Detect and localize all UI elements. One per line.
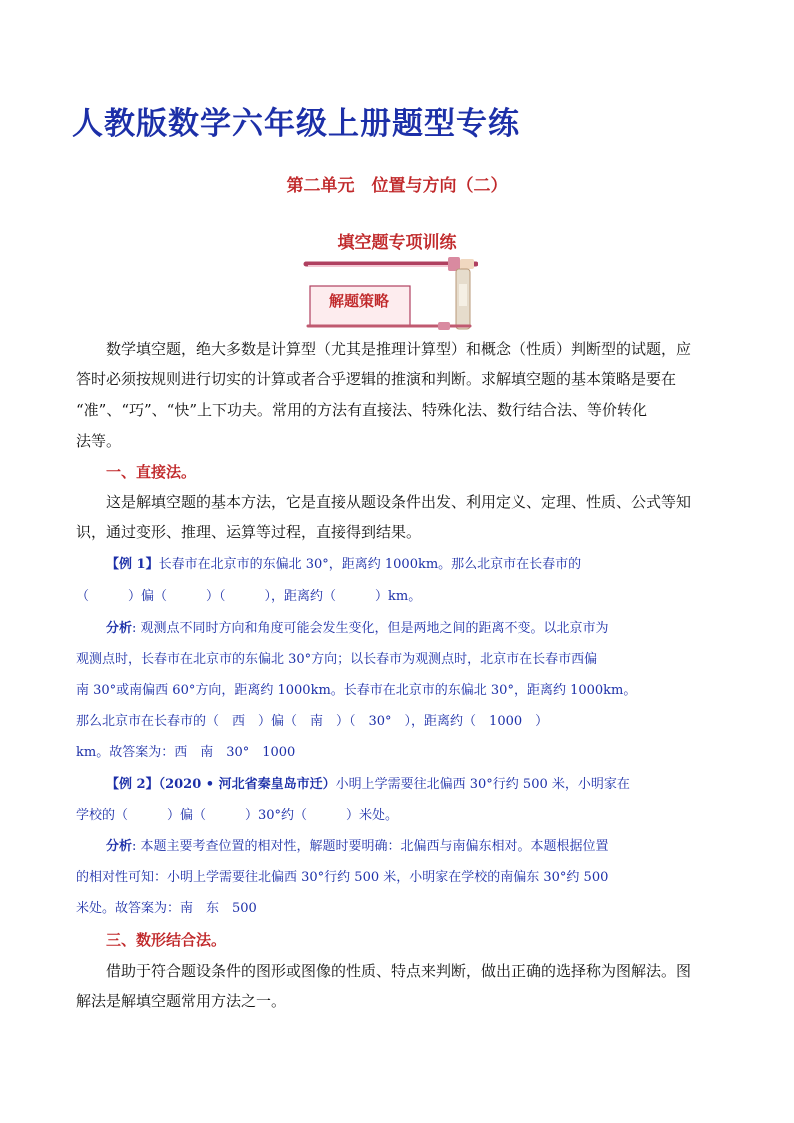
example-1-tag: 【例 1】: [106, 557, 159, 572]
example-1-question-line-2: （ ）偏（ ）（ ），距离约（ ）km。: [76, 589, 422, 604]
method-1-line-2: 识，通过变形、推理、运算等过程，直接得到结果。: [76, 523, 422, 541]
example-2-tag: 【例 2】: [106, 777, 159, 792]
intro-line-4: 法等。: [76, 432, 122, 450]
example-2-analysis-line-1: [106, 831, 766, 862]
example-1-analysis-line-4: 那么北京市在长春市的（ 西 ）偏（ 南 ）（ 30° ），距离约（ 1000 ）: [76, 714, 549, 729]
example-2-analysis-line-2: 的相对性可知：小明上学需要往北偏西 30°行约 500 米，小明家在学校的南偏东 30°约 500: [76, 870, 609, 885]
example-2-analysis-text: : 本题主要考查位置的相对性，解题时要明确：北偏西与南偏东相对。本题根据位置: [132, 839, 609, 854]
example-1-analysis-line-1: [106, 613, 766, 644]
intro-line-2: 答时必须按规则进行切实的计算或者合乎逻辑的推演和判断。求解填空题的基本策略是要在: [76, 370, 677, 388]
method-3-heading: 三、数形结合法。: [106, 931, 227, 949]
example-1-question-line-1: [106, 549, 766, 580]
method-1-line-1: 这是解填空题的基本方法，它是直接从题设条件出发、利用定义、定理、性质、公式等知: [106, 493, 692, 511]
example-2-source: （2020 • 河北省秦皇岛市迁）: [158, 777, 336, 792]
example-1-analysis-line-3: 南 30°或南偏西 60°方向，距离约 1000km。长春市在北京市的东偏北 30°，距离约 1000km。: [76, 683, 637, 698]
banner-label: 解题策略: [328, 292, 389, 310]
example-2-question-text: 小明上学需要往北偏西 30°行约 500 米，小明家在: [335, 777, 630, 792]
unit-title: 第二单元 位置与方向（二）: [286, 176, 508, 196]
example-1-analysis-label: 分析: [106, 621, 133, 636]
example-2-analysis-label: 分析: [106, 839, 133, 854]
intro-line-1: 数学填空题，绝大多数是计算型（尤其是推理计算型）和概念（性质）判断型的试题，应: [106, 340, 692, 358]
method-3-line-1: 借助于符合题设条件的图形或图像的性质、特点来判断，做出正确的选择称为图解法。图: [106, 962, 692, 980]
example-1-question-text: 长春市在北京市的东偏北 30°，距离约 1000km。那么北京市在长春市的: [158, 557, 582, 572]
section-title: 填空题专项训练: [337, 233, 457, 253]
intro-line-3: “准”、“巧”、“快”上下功夫。常用的方法有直接法、特殊化法、数行结合法、等价转化: [76, 401, 648, 419]
method-3-line-2: 解法是解填空题常用方法之一。: [76, 992, 287, 1010]
main-title: 人教版数学六年级上册题型专练: [72, 106, 520, 142]
example-2-question-line-1: [106, 769, 766, 800]
example-2-question-line-2: 学校的（ ）偏（ ）30°约（ ）米处。: [76, 808, 399, 823]
example-1-analysis-line-2: 观测点时，长春市在北京市的东偏北 30°方向；以长春市为观测点时，北京市在长春市西偏: [76, 652, 598, 667]
example-1-analysis-text: : 观测点不同时方向和角度可能会发生变化，但是两地之间的距离不变。以北京市为: [132, 621, 609, 636]
method-1-heading: 一、直接法。: [106, 463, 197, 481]
example-2-analysis-line-3: 米处。故答案为：南 东 500: [76, 901, 257, 916]
example-1-analysis-line-5: km。故答案为：西 南 30° 1000: [76, 745, 296, 760]
